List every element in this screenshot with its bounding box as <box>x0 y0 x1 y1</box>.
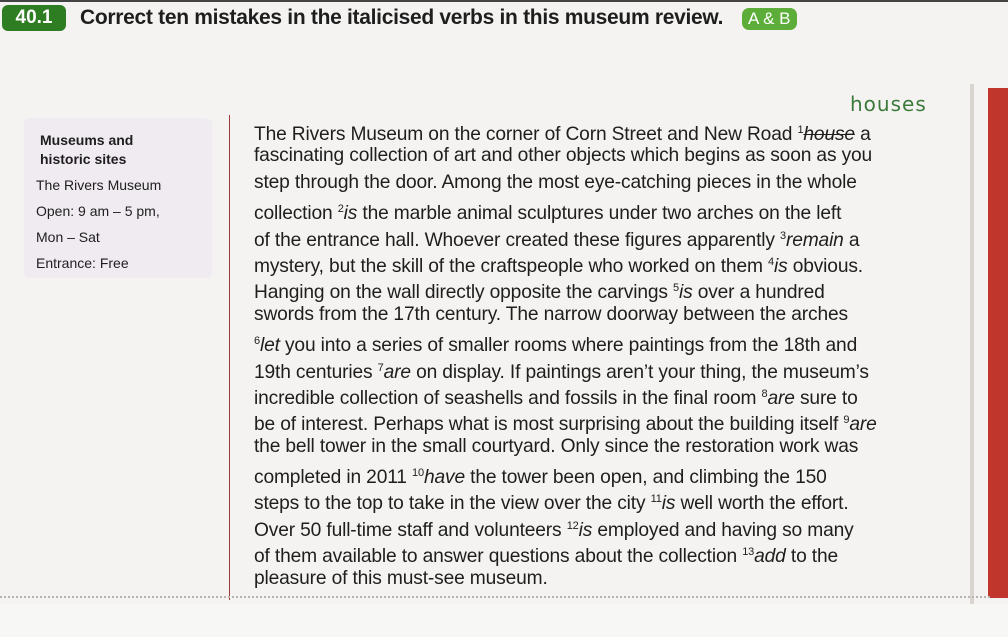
question-number: 12 <box>566 519 579 532</box>
page-bottom <box>0 604 1008 637</box>
text-segment: over a hundred <box>692 282 825 304</box>
text-segment: a <box>843 229 860 251</box>
italic-verb: is <box>773 255 788 277</box>
text-line <box>254 407 877 436</box>
info-item: Entrance: Free <box>36 255 129 271</box>
text-line <box>254 170 877 196</box>
handwritten-correction: houses <box>850 92 927 116</box>
question-number: 8 <box>761 387 768 400</box>
question-number: 7 <box>377 361 384 374</box>
text-line <box>254 143 877 169</box>
text-line <box>254 460 877 489</box>
text-segment: steps to the top to take in the view over the city <box>254 493 651 515</box>
italic-verb: remain <box>785 229 844 251</box>
text-segment: Hanging on the wall directly opposite the carvings <box>254 282 673 304</box>
text-line <box>254 486 877 515</box>
italic-verb: are <box>849 414 877 436</box>
text-segment: 19th centuries <box>254 361 378 383</box>
text-segment: collection <box>254 203 338 225</box>
italic-verb: is <box>343 203 358 225</box>
text-line <box>254 302 877 328</box>
text-line <box>254 381 877 407</box>
bottom-rule <box>0 596 990 601</box>
text-segment: the tower been open, and climbing the 150 <box>464 467 827 489</box>
info-box-heading <box>40 131 133 169</box>
italic-verb: are <box>383 361 411 383</box>
text-segment: to the <box>785 546 839 568</box>
text-line <box>254 275 877 304</box>
exercise-number-badge: 40.1 <box>2 5 66 31</box>
info-item: The Rivers Museum <box>36 177 162 193</box>
question-number: 11 <box>650 493 662 506</box>
text-line <box>254 196 877 225</box>
question-number: 1 <box>797 124 804 136</box>
text-line <box>254 513 877 539</box>
text-segment: of them available to answer questions about the collection <box>254 546 743 568</box>
italic-verb: is <box>661 493 676 515</box>
italic-verb: let <box>259 335 280 357</box>
text-segment: step through the door. Among the most eye-catching pieces in the whole <box>254 171 857 193</box>
info-item: Mon – Sat <box>36 229 100 245</box>
text-segment: the marble animal sculptures under two arches on the left <box>357 203 842 225</box>
text-segment: a <box>854 124 871 145</box>
question-number: 10 <box>412 467 424 480</box>
page-edge <box>970 84 974 604</box>
info-heading-line: historic sites <box>40 151 127 167</box>
text-segment: fascinating collection of art and other objects which begins as soon as you <box>254 145 873 167</box>
italic-verb: house <box>803 124 855 145</box>
text-segment: you into a series of smaller rooms where paintings from the 18th and <box>279 335 858 357</box>
text-line <box>254 249 877 275</box>
text-segment: mystery, but the skill of the craftspeople who worked on them <box>254 255 768 277</box>
text-segment: pleasure of this must-see museum. <box>254 567 548 589</box>
column-divider <box>229 115 230 600</box>
text-segment: of the entrance hall. Whoever created these figures apparently <box>254 229 780 251</box>
text-segment: incredible collection of seashells and fossils in the final room <box>254 387 762 409</box>
text-segment: The Rivers Museum on the corner of Corn Street and New Road <box>254 124 798 145</box>
text-segment: be of interest. Perhaps what is most surprising about the building itself <box>254 414 844 436</box>
reference-badge: A & B <box>742 8 797 30</box>
italic-verb: are <box>767 387 795 409</box>
text-segment: obvious. <box>787 255 863 277</box>
text-segment: the bell tower in the small courtyard. Only since the restoration work was <box>254 435 859 457</box>
question-number: 5 <box>672 282 679 295</box>
text-segment: employed and having so many <box>592 519 854 541</box>
text-line <box>254 223 877 249</box>
text-line <box>254 117 877 143</box>
text-segment: well worth the effort. <box>675 493 849 515</box>
text-segment: Over 50 full-time staff and volunteers <box>254 519 567 541</box>
question-number: 3 <box>779 229 786 242</box>
question-number: 4 <box>767 255 774 268</box>
text-segment: completed in 2011 <box>254 467 413 489</box>
italic-verb: is <box>578 519 593 541</box>
text-line <box>254 566 877 592</box>
text-line <box>254 328 877 357</box>
book-edge-strip <box>988 88 1008 598</box>
question-number: 6 <box>254 335 260 348</box>
italic-verb: add <box>754 546 786 568</box>
question-number: 2 <box>337 203 344 216</box>
text-line <box>254 434 877 460</box>
info-heading-line: Museums and <box>40 132 134 148</box>
italic-verb: have <box>423 467 465 489</box>
text-segment: on display. If paintings aren’t your thing, the museum’s <box>410 361 869 383</box>
question-number: 9 <box>843 414 850 427</box>
top-rule <box>0 0 1008 2</box>
text-segment: swords from the 17th century. The narrow doorway between the arches <box>254 303 848 325</box>
review-paragraph <box>254 117 877 592</box>
italic-verb: is <box>678 282 693 304</box>
text-segment: sure to <box>794 387 858 409</box>
info-item: Open: 9 am – 5 pm, <box>36 203 160 219</box>
text-line <box>254 539 877 568</box>
text-line <box>254 355 877 381</box>
exercise-instruction: Correct ten mistakes in the italicised verbs in this museum review. <box>80 6 724 29</box>
question-number: 13 <box>742 546 755 559</box>
